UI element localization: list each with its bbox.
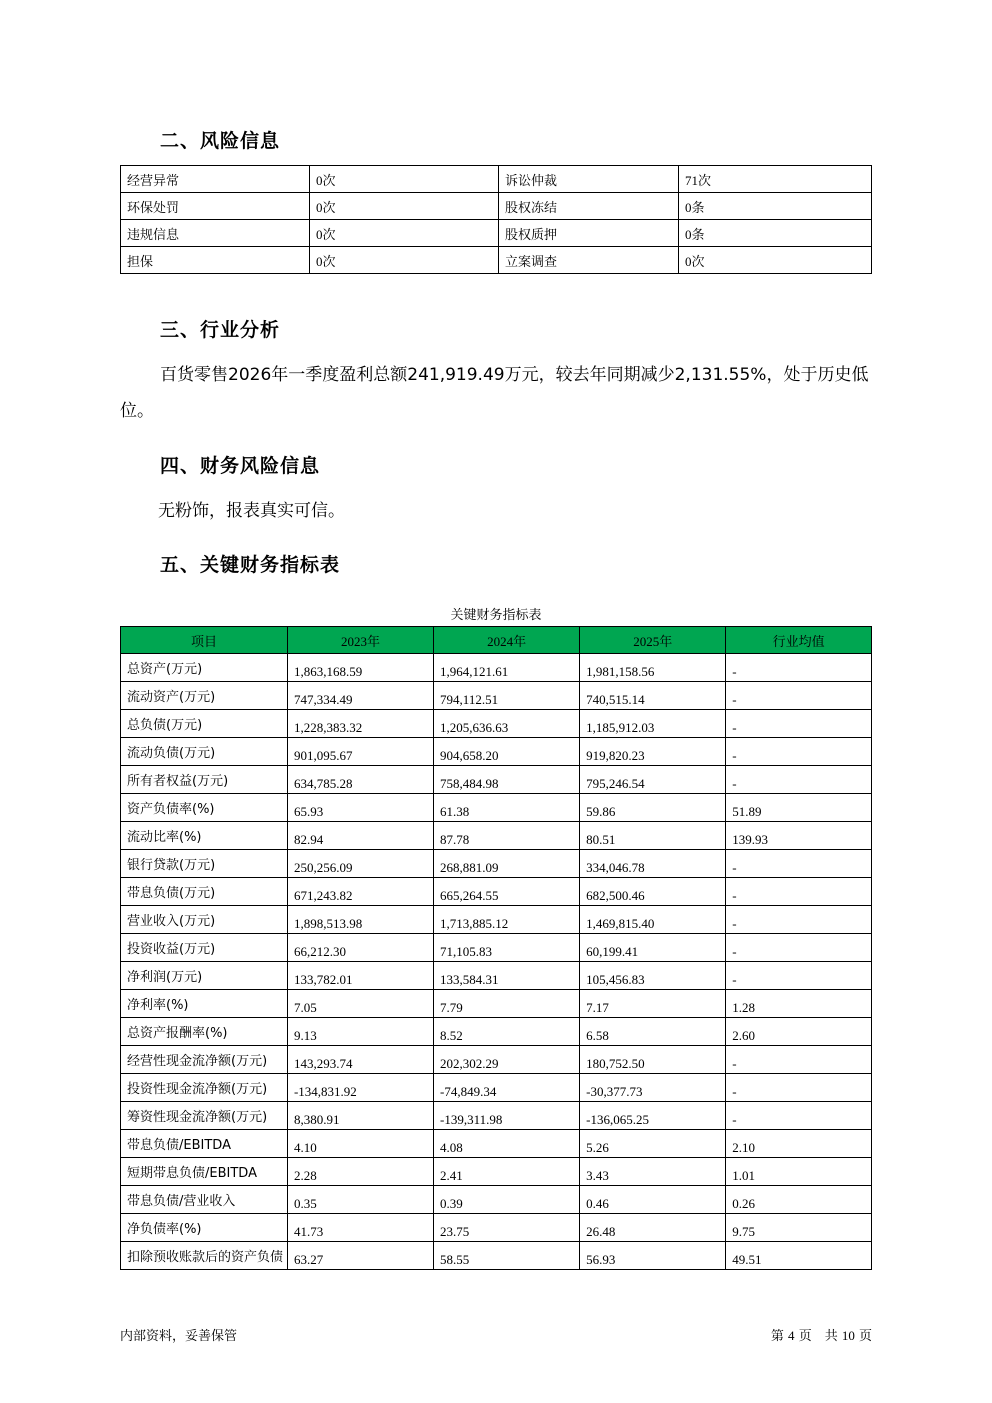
indicator-value-cell: 133,782.01	[287, 962, 433, 990]
indicator-name-cell: 资产负债率(%)	[121, 794, 288, 822]
table-row	[121, 1242, 872, 1270]
risk-label-cell: 经营异常	[121, 166, 310, 193]
indicator-name-cell: 带息负债/EBITDA	[121, 1130, 288, 1158]
table-row	[121, 1214, 872, 1242]
footer-page-number	[771, 1325, 872, 1344]
indicator-value-cell: 80.51	[580, 822, 726, 850]
indicator-value-cell: 63.27	[287, 1242, 433, 1270]
indicator-name-cell: 扣除预收账款后的资产负债	[121, 1242, 288, 1270]
indicator-value-cell: -139,311.98	[434, 1102, 580, 1130]
indicator-value-cell: 747,334.49	[287, 682, 433, 710]
indicator-value-cell: 2.41	[434, 1158, 580, 1186]
indicator-name-cell: 投资收益(万元)	[121, 934, 288, 962]
indicator-value-cell: 1,863,168.59	[287, 654, 433, 682]
indicator-value-cell: 59.86	[580, 794, 726, 822]
indicator-value-cell: 0.39	[434, 1186, 580, 1214]
indicator-value-cell: -74,849.34	[434, 1074, 580, 1102]
indicator-value-cell: 180,752.50	[580, 1046, 726, 1074]
risk-label-cell: 担保	[121, 247, 310, 274]
indicator-value-cell: 7.05	[287, 990, 433, 1018]
indicator-name-cell: 筹资性现金流净额(万元)	[121, 1102, 288, 1130]
indicator-value-cell: -	[726, 934, 872, 962]
table-row	[121, 654, 872, 682]
risk-value-cell: 0次	[310, 220, 499, 247]
indicator-value-cell: -136,065.25	[580, 1102, 726, 1130]
indicator-name-cell: 净利率(%)	[121, 990, 288, 1018]
indicator-value-cell: 740,515.14	[580, 682, 726, 710]
indicator-value-cell: 2.10	[726, 1130, 872, 1158]
risk-value-cell: 0次	[310, 193, 499, 220]
table-header-row	[121, 627, 872, 654]
indicator-name-cell: 带息负债(万元)	[121, 878, 288, 906]
risk-value-cell: 0次	[310, 247, 499, 274]
indicator-name-cell: 总资产报酬率(%)	[121, 1018, 288, 1046]
indicator-name-cell: 所有者权益(万元)	[121, 766, 288, 794]
risk-value-cell: 71次	[679, 166, 872, 193]
indicator-name-cell: 投资性现金流净额(万元)	[121, 1074, 288, 1102]
table-row	[121, 1046, 872, 1074]
indicator-value-cell: -	[726, 738, 872, 766]
table-row	[121, 1186, 872, 1214]
section-title-industry: 三、行业分析	[160, 319, 281, 341]
indicator-value-cell: 41.73	[287, 1214, 433, 1242]
column-header: 2024年	[434, 627, 580, 654]
column-header: 2023年	[287, 627, 433, 654]
indicator-value-cell: 60,199.41	[580, 934, 726, 962]
indicator-value-cell: 0.46	[580, 1186, 726, 1214]
page-suffix: 页	[858, 1329, 872, 1344]
indicator-value-cell: 202,302.29	[434, 1046, 580, 1074]
risk-row	[121, 220, 872, 247]
risk-row	[121, 193, 872, 220]
indicator-value-cell: -	[726, 878, 872, 906]
table-row	[121, 962, 872, 990]
indicator-value-cell: 26.48	[580, 1214, 726, 1242]
indicator-value-cell: 7.17	[580, 990, 726, 1018]
column-header: 行业均值	[726, 627, 872, 654]
indicator-name-cell: 带息负债/营业收入	[121, 1186, 288, 1214]
risk-value-cell: 0次	[679, 247, 872, 274]
table-row	[121, 1102, 872, 1130]
indicator-value-cell: -	[726, 850, 872, 878]
indicator-value-cell: -30,377.73	[580, 1074, 726, 1102]
table-row	[121, 990, 872, 1018]
table-row	[121, 794, 872, 822]
indicator-value-cell: 758,484.98	[434, 766, 580, 794]
indicator-value-cell: 919,820.23	[580, 738, 726, 766]
indicator-value-cell: 139.93	[726, 822, 872, 850]
indicator-value-cell: 61.38	[434, 794, 580, 822]
section-title-key-indicators: 五、关键财务指标表	[160, 554, 341, 576]
indicator-value-cell: 4.08	[434, 1130, 580, 1158]
table-row	[121, 1158, 872, 1186]
indicator-value-cell: 87.78	[434, 822, 580, 850]
indicator-value-cell: 1,469,815.40	[580, 906, 726, 934]
indicator-name-cell: 流动资产(万元)	[121, 682, 288, 710]
indicator-value-cell: 0.35	[287, 1186, 433, 1214]
page-prefix: 第	[770, 1329, 784, 1344]
indicator-value-cell: 2.28	[287, 1158, 433, 1186]
indicator-value-cell: 133,584.31	[434, 962, 580, 990]
indicator-value-cell: 4.10	[287, 1130, 433, 1158]
risk-row	[121, 247, 872, 274]
indicator-value-cell: -	[726, 1102, 872, 1130]
indicator-value-cell: -	[726, 766, 872, 794]
table-row	[121, 934, 872, 962]
table-row	[121, 766, 872, 794]
indicator-value-cell: 5.26	[580, 1130, 726, 1158]
total-pages: 10	[841, 1328, 855, 1343]
indicator-value-cell: 250,256.09	[287, 850, 433, 878]
indicator-value-cell: 1,713,885.12	[434, 906, 580, 934]
indicator-value-cell: -134,831.92	[287, 1074, 433, 1102]
indicator-name-cell: 总负债(万元)	[121, 710, 288, 738]
industry-analysis-text: 百货零售2026年一季度盈利总额241,919.49万元，较去年同期减少2,131.55%，处于历史低位。	[120, 365, 869, 421]
indicator-value-cell: 23.75	[434, 1214, 580, 1242]
table-row	[121, 878, 872, 906]
indicator-value-cell: 0.26	[726, 1186, 872, 1214]
indicator-value-cell: 1,981,158.56	[580, 654, 726, 682]
risk-label-cell: 立案调查	[499, 247, 679, 274]
indicator-name-cell: 流动负债(万元)	[121, 738, 288, 766]
indicator-value-cell: 795,246.54	[580, 766, 726, 794]
risk-label-cell: 诉讼仲裁	[499, 166, 679, 193]
indicator-value-cell: -	[726, 654, 872, 682]
indicator-value-cell: -	[726, 1046, 872, 1074]
risk-value-cell: 0次	[310, 166, 499, 193]
risk-label-cell: 股权冻结	[499, 193, 679, 220]
indicator-value-cell: -	[726, 682, 872, 710]
indicator-value-cell: 1,228,383.32	[287, 710, 433, 738]
indicator-value-cell: 9.13	[287, 1018, 433, 1046]
table-row	[121, 1074, 872, 1102]
indicator-name-cell: 银行贷款(万元)	[121, 850, 288, 878]
section-title-risk: 二、风险信息	[160, 130, 281, 152]
indicator-value-cell: 51.89	[726, 794, 872, 822]
indicator-value-cell: 2.60	[726, 1018, 872, 1046]
indicator-name-cell: 净利润(万元)	[121, 962, 288, 990]
indicator-value-cell: 671,243.82	[287, 878, 433, 906]
indicator-value-cell: 8.52	[434, 1018, 580, 1046]
indicator-name-cell: 总资产(万元)	[121, 654, 288, 682]
indicator-value-cell: 1.28	[726, 990, 872, 1018]
indicator-value-cell: 58.55	[434, 1242, 580, 1270]
risk-label-cell: 股权质押	[499, 220, 679, 247]
financial-risk-text: 无粉饰，报表真实可信。	[158, 501, 345, 521]
risk-value-cell: 0条	[679, 193, 872, 220]
table-row	[121, 1018, 872, 1046]
indicator-value-cell: 9.75	[726, 1214, 872, 1242]
risk-value-cell: 0条	[679, 220, 872, 247]
column-header: 项目	[121, 627, 288, 654]
footer-confidential-note: 内部资料，妥善保管	[120, 1329, 238, 1344]
indicator-name-cell: 流动比率(%)	[121, 822, 288, 850]
indicator-value-cell: 105,456.83	[580, 962, 726, 990]
indicator-name-cell: 净负债率(%)	[121, 1214, 288, 1242]
key-financial-table	[120, 626, 872, 1270]
indicator-value-cell: 56.93	[580, 1242, 726, 1270]
indicator-value-cell: 66,212.30	[287, 934, 433, 962]
indicator-value-cell: 82.94	[287, 822, 433, 850]
indicator-value-cell: 682,500.46	[580, 878, 726, 906]
indicator-value-cell: 901,095.67	[287, 738, 433, 766]
indicator-value-cell: 6.58	[580, 1018, 726, 1046]
indicator-value-cell: 3.43	[580, 1158, 726, 1186]
indicator-value-cell: 1,964,121.61	[434, 654, 580, 682]
page-mid: 页 共	[798, 1329, 838, 1344]
table-row	[121, 822, 872, 850]
indicator-value-cell: -	[726, 1074, 872, 1102]
risk-row	[121, 166, 872, 193]
indicator-value-cell: 49.51	[726, 1242, 872, 1270]
indicator-value-cell: 143,293.74	[287, 1046, 433, 1074]
risk-info-table	[120, 165, 872, 274]
risk-label-cell: 环保处罚	[121, 193, 310, 220]
table-row	[121, 710, 872, 738]
indicator-value-cell: 1,185,912.03	[580, 710, 726, 738]
indicator-value-cell: 665,264.55	[434, 878, 580, 906]
table-row	[121, 738, 872, 766]
table-caption: 关键财务指标表	[450, 608, 542, 623]
indicator-value-cell: -	[726, 710, 872, 738]
current-page: 4	[788, 1328, 795, 1343]
indicator-value-cell: 1,205,636.63	[434, 710, 580, 738]
indicator-value-cell: 634,785.28	[287, 766, 433, 794]
indicator-value-cell: 334,046.78	[580, 850, 726, 878]
indicator-value-cell: 65.93	[287, 794, 433, 822]
indicator-value-cell: -	[726, 906, 872, 934]
indicator-value-cell: 794,112.51	[434, 682, 580, 710]
indicator-value-cell: 8,380.91	[287, 1102, 433, 1130]
table-row	[121, 850, 872, 878]
indicator-value-cell: 71,105.83	[434, 934, 580, 962]
indicator-value-cell: 268,881.09	[434, 850, 580, 878]
indicator-name-cell: 短期带息负债/EBITDA	[121, 1158, 288, 1186]
indicator-name-cell: 营业收入(万元)	[121, 906, 288, 934]
indicator-value-cell: 1.01	[726, 1158, 872, 1186]
indicator-value-cell: -	[726, 962, 872, 990]
table-row	[121, 906, 872, 934]
section-title-financial-risk: 四、财务风险信息	[160, 455, 321, 477]
column-header: 2025年	[580, 627, 726, 654]
risk-label-cell: 违规信息	[121, 220, 310, 247]
indicator-name-cell: 经营性现金流净额(万元)	[121, 1046, 288, 1074]
indicator-value-cell: 7.79	[434, 990, 580, 1018]
table-row	[121, 682, 872, 710]
indicator-value-cell: 904,658.20	[434, 738, 580, 766]
indicator-value-cell: 1,898,513.98	[287, 906, 433, 934]
table-row	[121, 1130, 872, 1158]
